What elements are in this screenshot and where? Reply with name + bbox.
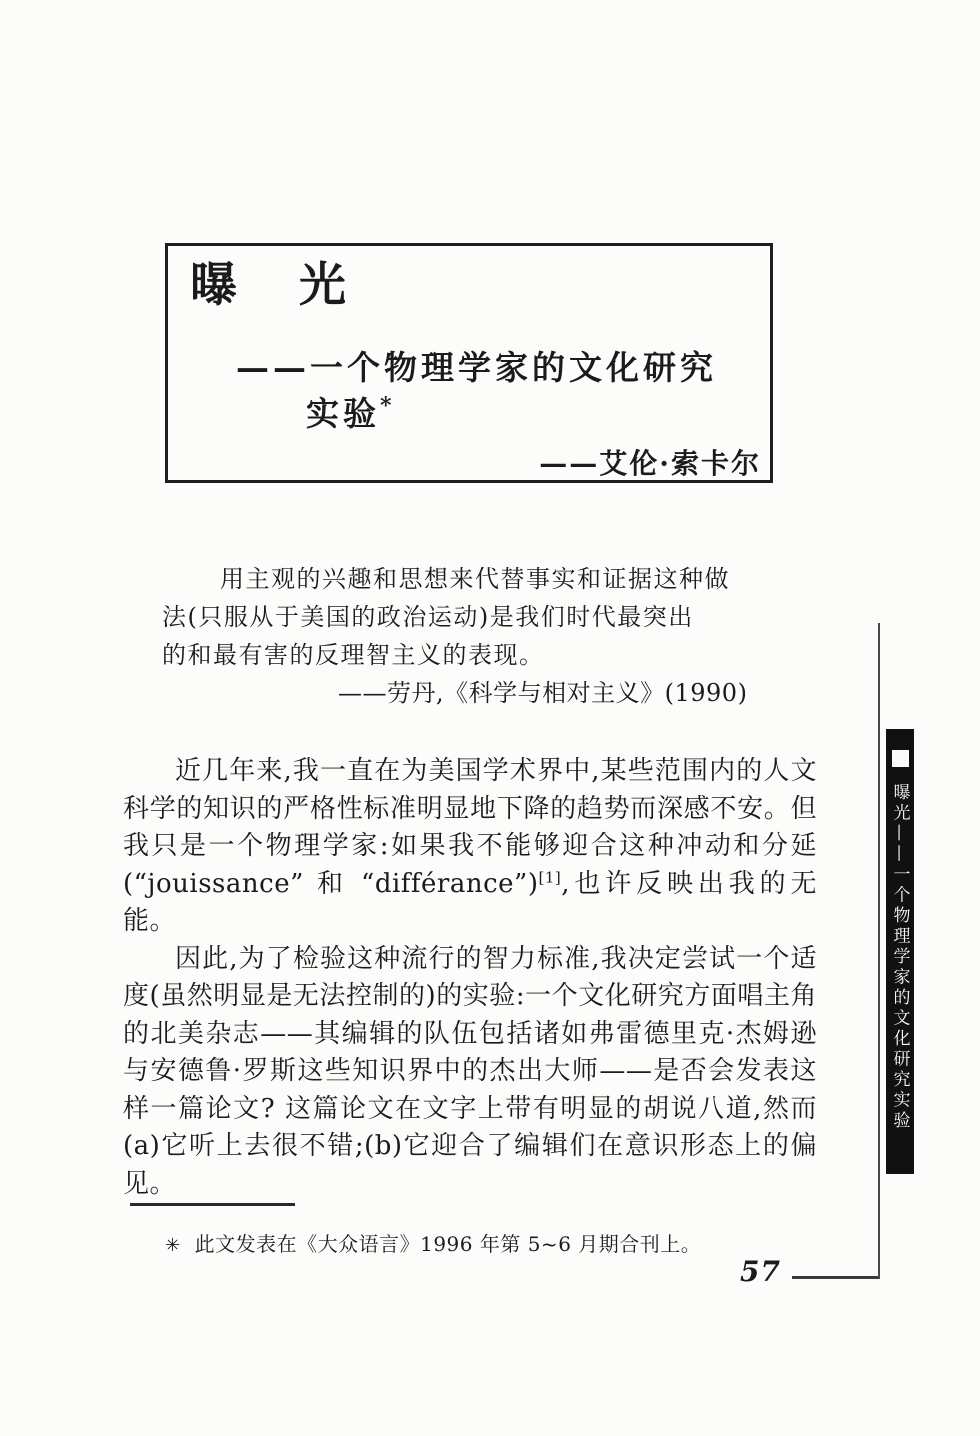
body-paragraph-1 bbox=[123, 753, 817, 941]
footnote-divider bbox=[130, 1203, 295, 1206]
epigraph-line: 法(只服从于美国的政治运动)是我们时代最突出 bbox=[162, 603, 694, 631]
article-subtitle-line2 bbox=[306, 388, 396, 435]
page-number-rule bbox=[792, 1276, 880, 1279]
running-title-vertical-text: 曝光——一个物理学家的文化研究实验 bbox=[889, 783, 910, 1132]
body-text bbox=[123, 753, 817, 1203]
footnote-text: 此文发表在《大众语言》1996 年第 5~6 月期合刊上。 bbox=[194, 1232, 702, 1256]
page-number: 57 bbox=[740, 1255, 781, 1288]
epigraph-line: 用主观的兴趣和思想来代替事实和证据这种做 bbox=[220, 565, 730, 593]
epigraph-block bbox=[162, 560, 774, 712]
article-title-char-1: 曝 bbox=[190, 258, 237, 313]
epigraph-attribution: ——劳丹,《科学与相对主义》(1990) bbox=[338, 679, 748, 707]
running-title-bar bbox=[886, 729, 914, 1174]
margin-bracket-line bbox=[878, 623, 880, 1279]
paragraph-1-text: 近几年来,我一直在为美国学术界中,某些范围内的人文科学的知识的严格性标准明显地下降的趋势而深感不安。但我只是一个物理学家:如果我不能够迎合这种冲动和分延(“jouissance” 和 “différance”) bbox=[123, 756, 817, 899]
title-footnote-marker: * bbox=[380, 393, 396, 419]
footnote-marker: ✳ bbox=[165, 1235, 181, 1256]
footnote-reference-1: [1] bbox=[538, 867, 562, 886]
article-title bbox=[190, 260, 346, 312]
title-box bbox=[165, 243, 773, 483]
article-subtitle-line1: ——一个物理学家的文化研究 bbox=[236, 348, 717, 387]
paragraph-1-text-end: ,也许反映出我的无能。 bbox=[123, 868, 817, 936]
body-paragraph-2: 因此,为了检验这种流行的智力标准,我决定尝试一个适度(虽然明显是无法控制的)的实验:一个文化研究方面唱主角的北美杂志——其编辑的队伍包括诸如弗雷德里克·杰姆逊与安德鲁·罗斯这些知识界中的杰出大师——是否会发表这样一篇论文? 这篇论文在文字上带有明显的胡说八道,然而(a)它听上去很不错;(b)它迎合了编辑们在意识形态上的偏见。 bbox=[123, 943, 817, 1199]
article-author: ——艾伦·索卡尔 bbox=[539, 447, 761, 480]
article-title-char-2: 光 bbox=[299, 258, 346, 313]
epigraph-line: 的和最有害的反理智主义的表现。 bbox=[162, 641, 545, 669]
footnote bbox=[165, 1228, 701, 1257]
square-icon bbox=[892, 750, 909, 767]
article-subtitle-text: 实验 bbox=[306, 394, 380, 433]
